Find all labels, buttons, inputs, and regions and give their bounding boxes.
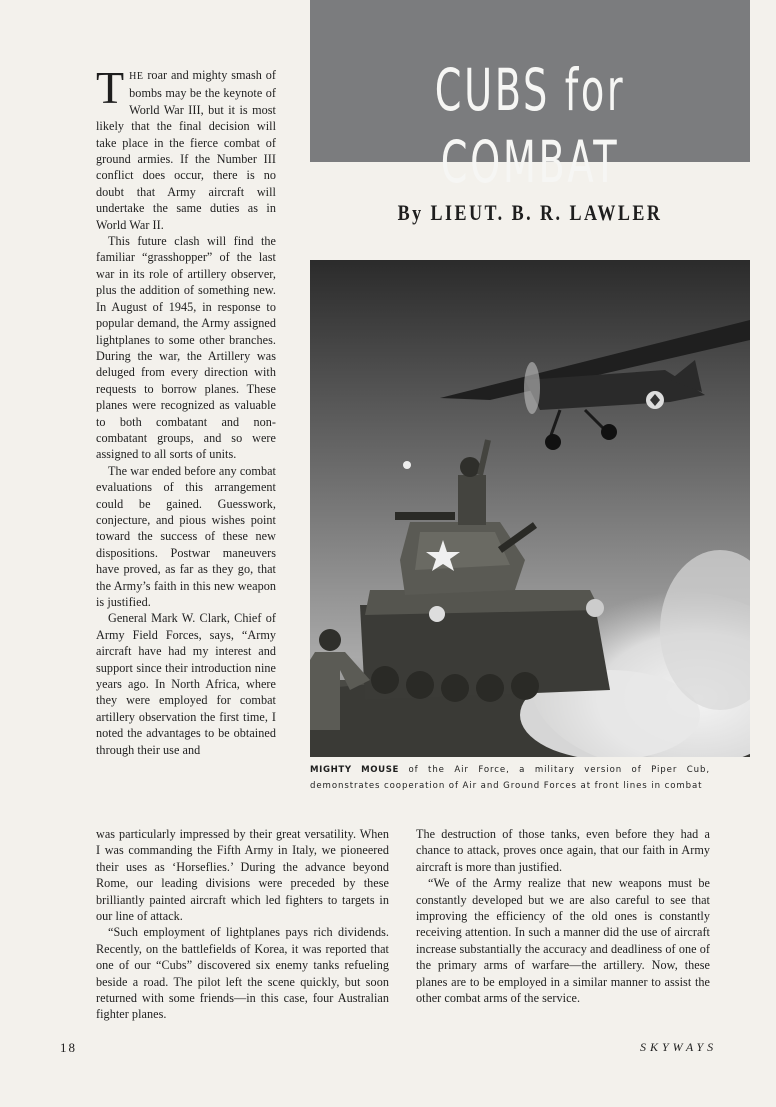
paragraph: “We of the Army realize that new weapons must be constantly developed but we are also careful to see that improving the efficiency of the old ones is constantly receiving attention. In such a manner did the use of aircraft increase substantially the accuracy and deadliness of one of the primary arms of warfare—the artillery. Now, these planes are to be employed in a similar manner to assist the other combat arms of the service. xyxy=(416,876,710,1006)
paragraph: This future clash will find the familiar “grasshopper” of the last war in its role of artillery observer, plus the addition of something new. In August of 1945, in response to popular demand, the Army assigned lightplanes to some other branches. During the war, the Artillery was deluged from every direction with requests to borrow planes. These planes were recognized as valuable to both combatant and non-combatant groups, and so were assigned to all sorts of units. xyxy=(96,234,276,462)
photo-caption xyxy=(310,762,710,794)
caption-lead: MIGHTY MOUSE xyxy=(310,765,400,775)
paragraph: The war ended before any combat evaluations of this arrangement could be gained. Guesswork, conjecture, and pious wishes point toward the success of these new dispositions. Postwar maneuvers have proved, as far as they go, that the Army’s faith in this new weapon is justified. xyxy=(96,463,276,609)
article-title: CUBS for COMBAT xyxy=(434,56,626,196)
paragraph: General Mark W. Clark, Chief of Army Field Forces, says, “Army aircraft have had my interest and support since their introduction nine years ago. In North Africa, where they were employed for combat artillery observation the first time, I noted the advantages to be obtained through their use and xyxy=(96,611,276,757)
paragraph-text: roar and mighty smash of bombs may be the keynote of World War III, but it is most likely that the final decision will take place in the fierce combat of ground armies. If the Number III conflict does occur, there is no doubt that Army aircraft will undertake the same duties as in World War II. xyxy=(96,68,276,232)
paragraph: “Such employment of lightplanes pays rich dividends. Recently, on the battlefields of Korea, it was reported that one of our “Cubs” discovered six enemy tanks refueling beside a road. The pilot left the scene quickly, but soon returned with some friends—in this case, four Australian fighter planes. xyxy=(96,925,389,1022)
paragraph xyxy=(96,62,276,233)
drop-cap: T xyxy=(96,62,125,113)
byline: By LIEUT. B. R. LAWLER xyxy=(397,200,663,225)
paragraph: The destruction of those tanks, even before they had a chance to attack, proves once again, that our faith in Army aircraft is more than justified. xyxy=(416,827,710,874)
article-photo xyxy=(310,260,750,757)
left-column xyxy=(96,62,276,758)
page-number: 18 xyxy=(60,1040,77,1055)
bottom-right-column xyxy=(416,826,710,1006)
tank-and-plane-image xyxy=(310,260,750,757)
caption-text: of the Air Force, a military version of Piper Cub, demonstrates cooperation of Air and Ground Forces at front lines in combat xyxy=(310,765,710,791)
paragraph: was particularly impressed by their great versatility. When I was commanding the Fifth Army in Italy, we pioneered their uses as ‘Horseflies.’ During the advance beyond Rome, our leading divisions were preceded by these brilliantly painted aircraft which led fighters to targets in our line of attack. xyxy=(96,827,389,924)
lead-smallcaps: HE xyxy=(129,71,144,82)
bottom-left-column xyxy=(96,826,389,1023)
magazine-name: SKYWAYS xyxy=(640,1040,718,1054)
title-banner xyxy=(310,0,750,196)
